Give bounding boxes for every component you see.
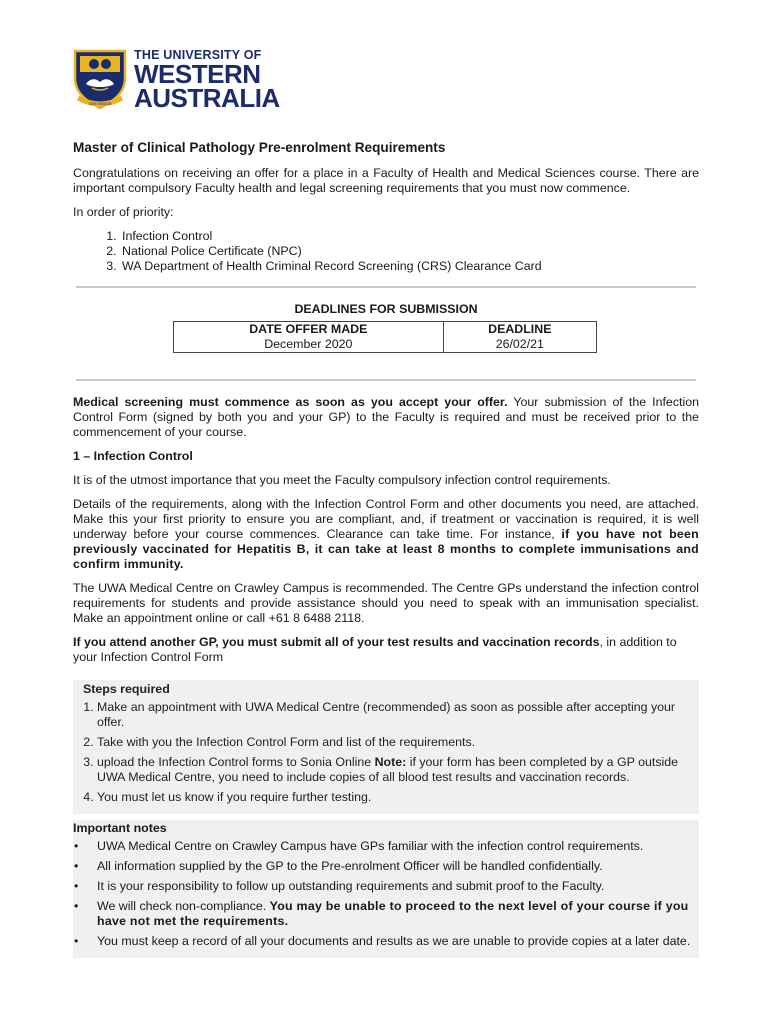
- notes-box: [73, 820, 699, 958]
- step-item: 4. You must let us know if you require further testing.: [97, 790, 699, 805]
- screening-rest: Your submission of the Infection Control Form (signed by both you and your GP) to the Faculty is required and must be received prior to the commencement of your course.: [73, 395, 699, 439]
- details-bold: if you have not been previously vaccinated for Hepatitis B, it can take at least 8 months to complete immunisations and confirm immunity.: [73, 527, 699, 571]
- steps-box: [73, 680, 699, 814]
- document-body: [73, 140, 699, 958]
- another-gp-rest: , in addition to your Infection Control Form: [73, 635, 677, 664]
- uwa-centre-paragraph: The UWA Medical Centre on Crawley Campus is recommended. The Centre GPs understand the infection control requirements for students and provide assistance should you need to speak with an immunisation specialist. Make an appointment online or call +61 8 6488 2118.: [73, 581, 699, 625]
- section-infection-control-heading: 1 – Infection Control: [73, 449, 193, 463]
- priority-list: [73, 229, 699, 274]
- priority-label: In order of priority:: [73, 205, 174, 219]
- deadlines-heading: DEADLINES FOR SUBMISSION: [294, 302, 478, 316]
- details-text: Details of the requirements, along with the Infection Control Form and other documents you need, are attached. Make this your first priority to ensure you are compliant, and, if treatment or vaccination is required, it is well underway before your course commences. Clearance can take time. For instance,: [73, 497, 699, 541]
- deadline-value: 26/02/21: [443, 337, 596, 353]
- logo-line-2: WESTERN: [134, 59, 261, 89]
- note-item: • It is your responsibility to follow up outstanding requirements and submit proof to the Faculty.: [97, 879, 699, 894]
- importance-paragraph: It is of the utmost importance that you meet the Faculty compulsory infection control requirements.: [73, 473, 611, 487]
- logo-line-3: AUSTRALIA: [134, 83, 280, 113]
- university-logo: [72, 48, 280, 113]
- table-row: [174, 337, 597, 353]
- crest-motto: SEEK WISDOM: [88, 102, 112, 106]
- note-item: • UWA Medical Centre on Crawley Campus have GPs familiar with the infection control requirements.: [97, 839, 699, 854]
- note-4-text: We will check non-compliance.: [97, 899, 270, 913]
- logo-wordmark: [134, 48, 280, 113]
- crest-icon: [72, 48, 128, 110]
- priority-item: 1. Infection Control: [120, 229, 699, 244]
- step-item: [97, 755, 699, 785]
- deadline-header: DEADLINE: [443, 322, 596, 338]
- details-paragraph: [73, 497, 699, 572]
- step-3-text-a: upload the Infection Control forms to Sonia Online: [97, 755, 375, 769]
- deadlines-table: [173, 321, 597, 353]
- page-title: Master of Clinical Pathology Pre-enrolment Requirements: [73, 140, 446, 155]
- another-gp-bold: If you attend another GP, you must submit all of your test results and vaccination records: [73, 635, 600, 649]
- date-offer-value: December 2020: [174, 337, 444, 353]
- note-item: [97, 899, 699, 929]
- note-4-bold: You may be unable to proceed to the next level of your course if you have not met the requirements.: [97, 899, 689, 928]
- divider-top: [76, 286, 696, 288]
- note-item: • You must keep a record of all your documents and results as we are unable to provide copies at a later date.: [97, 934, 699, 949]
- note-item: • All information supplied by the GP to the Pre-enrolment Officer will be handled confidentially.: [97, 859, 699, 874]
- screening-bold: Medical screening must commence as soon as you accept your offer.: [73, 395, 508, 409]
- steps-title: Steps required: [83, 682, 170, 696]
- step-item: 1. Make an appointment with UWA Medical Centre (recommended) as soon as possible after accepting your offer.: [97, 700, 699, 730]
- priority-item: 3. WA Department of Health Criminal Record Screening (CRS) Clearance Card: [120, 259, 699, 274]
- another-gp-paragraph: [73, 635, 699, 665]
- table-header-row: [174, 322, 597, 338]
- intro-paragraph: Congratulations on receiving an offer for a place in a Faculty of Health and Medical Sciences course. There are important compulsory Faculty health and legal screening requirements that you must now commence.: [73, 166, 699, 195]
- steps-list: [73, 700, 699, 805]
- screening-paragraph: [73, 395, 699, 440]
- logo-line-1: THE UNIVERSITY OF: [134, 48, 262, 62]
- date-offer-header: DATE OFFER MADE: [174, 322, 444, 338]
- step-3-note: Note:: [374, 755, 407, 769]
- priority-item: 2. National Police Certificate (NPC): [120, 244, 699, 259]
- notes-list: [73, 839, 699, 949]
- notes-title: Important notes: [73, 821, 167, 835]
- step-item: 2. Take with you the Infection Control Form and list of the requirements.: [97, 735, 699, 750]
- step-3-text-b: if your form has been completed by a GP outside UWA Medical Centre, you need to include copies of all blood test results and vaccination records.: [97, 755, 679, 784]
